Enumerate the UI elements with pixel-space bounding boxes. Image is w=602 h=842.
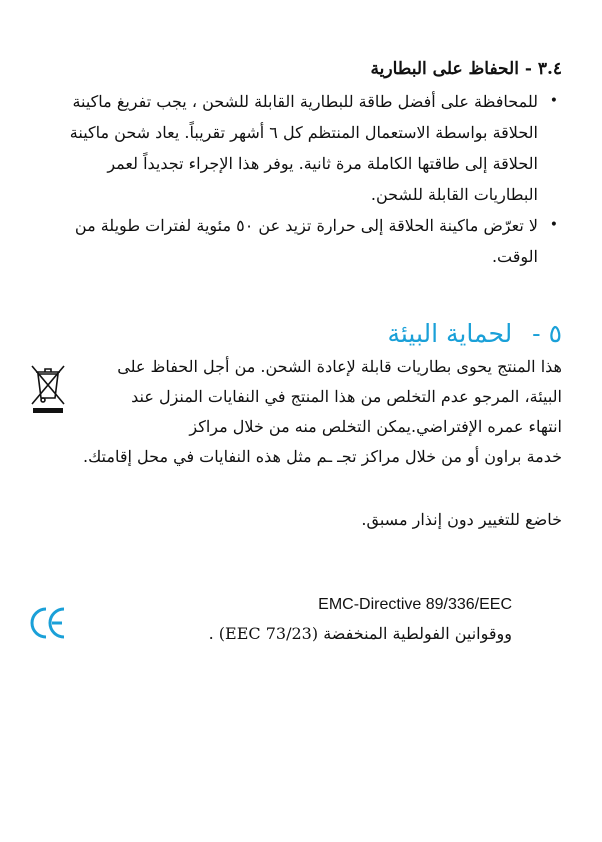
environment-paragraph-last-line: خدمة براون أو من خلال مراكز تجـ ـم مثل هذه النفايات في محل إقامتك. — [82, 447, 562, 466]
crossed-out-wheelie-bin-icon — [28, 360, 68, 416]
bullet-icon: • — [549, 93, 558, 109]
bullet-text: للمحافظة على أفضل طاقة للبطارية القابلة للشحن ، يجب تفريغ ماكينة الحلاقة بواسطة الاستعمال المنتظم كل ٦ أشهر تقريباً. يعاد شحن ماكينة الحلاقة إلى طاقتها الكاملة مرة ثانية. يوفر هذا الإجراء تجديداً لعمر البطاريات القابلة للشحن. — [69, 92, 538, 204]
list-item — [62, 210, 562, 272]
change-notice: خاضع للتغيير دون إنذار مسبق. — [361, 510, 562, 529]
emc-directive: EMC-Directive 89/336/EEC — [318, 596, 512, 613]
environment-section-heading — [162, 316, 562, 352]
ce-mark-icon — [28, 603, 68, 643]
section-number: ٥ - — [532, 319, 562, 348]
low-voltage-directive: ووقوانين الفولطية المنخفضة (73/23 EEC) . — [208, 624, 512, 643]
battery-bullet-list — [62, 86, 562, 272]
bullet-icon: • — [549, 217, 558, 233]
battery-section-heading: ٣.٤ - الحفاظ على البطارية — [370, 59, 562, 79]
environment-paragraph — [112, 352, 562, 442]
environment-text: هذا المنتج يحوى بطاريات قابلة لإعادة الشحن. من أجل الحفاظ على البيئة، المرجو عدم التخلص من هذا المنتج في النفايات المنزل عند انتهاء عمره الإفتراضي.يمكن التخلص منه من خلال مراكز — [117, 357, 562, 436]
bullet-text: لا تعرّض ماكينة الحلاقة إلى حرارة تزيد عن ٥٠ مئوية لفترات طويلة من الوقت. — [74, 216, 538, 266]
section-title: لحماية البيئة — [387, 319, 513, 348]
list-item — [62, 86, 562, 210]
